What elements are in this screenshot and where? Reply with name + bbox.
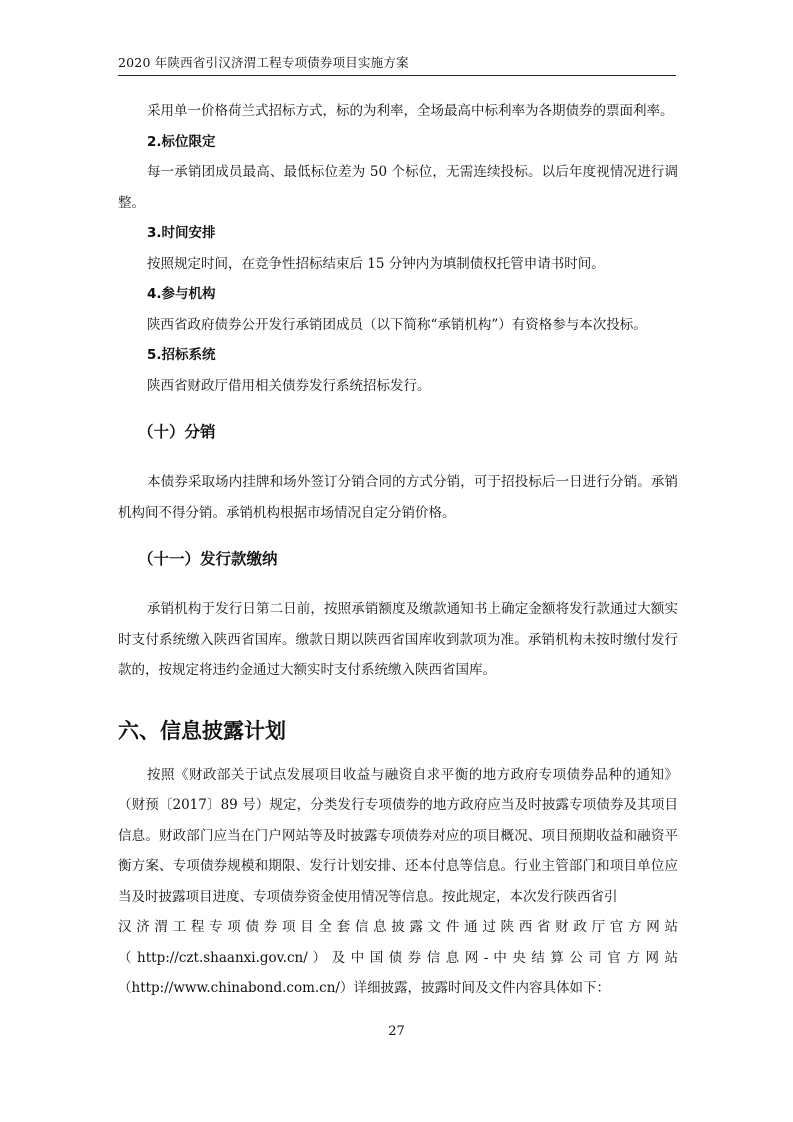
subheading-bid-limit: 2.标位限定 [147,133,216,150]
paragraph-bidding-system: 陕西省财政厅借用相关债券发行系统招标发行。 [147,377,431,394]
section-heading-distribution: （十）分销 [138,423,216,441]
running-header: 2020 年陕西省引汉济渭工程专项债券项目实施方案 [118,55,409,70]
paragraph-schedule: 按照规定时间，在竞争性招标结束后 15 分钟内为填制债权托管申请书时间。 [147,255,605,272]
paragraph-disclosure-line: 汉济渭工程专项债券项目全套信息披露文件通过陕西省财政厅官方网站 [118,919,678,935]
subheading-schedule: 3.时间安排 [147,225,216,241]
paragraph-distribution: 本债券采取场内挂牌和场外签订分销合同的方式分销，可于招投标后一日进行分销。承销机构间不得分销。承销机构根据市场情况自定分销价格。 [118,474,678,521]
paragraph-disclosure-url-line: （ http://czt.shaanxi.gov.cn/ ） 及 中 国 债 券 信 息 网 - 中 央 结 算 公 司 官 方 网 站 [118,949,678,966]
paragraph-bid-limit: 每一承销团成员最高、最低标位差为 50 个标位，无需连续投标。以后年度视情况进行调整。 [118,164,678,211]
paragraph-disclosure-final-line: （http://www.chinabond.com.cn/）详细披露，披露时间及文件内容具体如下： [118,980,610,996]
paragraph-participants: 陕西省政府债券公开发行承销团成员（以下简称“承销机构”）有资格参与本次投标。 [147,316,647,333]
page-number: 27 [388,1024,405,1039]
section-heading-payment: （十一）发行款缴纳 [138,550,278,568]
document-body [118,96,678,1004]
subheading-bidding-system: 5.招标系统 [147,347,216,363]
subheading-participants: 4.参与机构 [147,286,216,302]
paragraph-auction-method: 采用单一价格荷兰式招标方式，标的为利率，全场最高中标利率为各期债券的票面利率。 [147,103,674,119]
paragraph-disclosure: 按照《财政部关于试点发展项目收益与融资自求平衡的地方政府专项债券品种的通知》（财预〔2017〕89 号）规定，分类发行专项债券的地方政府应当及时披露专项债券及其项目信息。财政部门应当在门户网站等及时披露专项债券对应的项目概况、项目预期收益和融资平衡方案、专项债券规模和期限、发行计划安排、还本付息等信息。行业主管部门和项目单位应当及时披露项目进度、专项债券资金使用情况等信息。按此规定，本次发行陕西省引 [118,766,678,905]
paragraph-payment: 承销机构于发行日第二日前，按照承销额度及缴款通知书上确定金额将发行款通过大额实时支付系统缴入陕西省国库。缴款日期以陕西省国库收到款项为准。承销机构未按时缴付发行款的，按规定将违约金通过大额实时支付系统缴入陕西省国库。 [118,601,678,678]
chapter-heading-disclosure: 六、信息披露计划 [118,718,286,743]
header-divider [118,75,676,76]
